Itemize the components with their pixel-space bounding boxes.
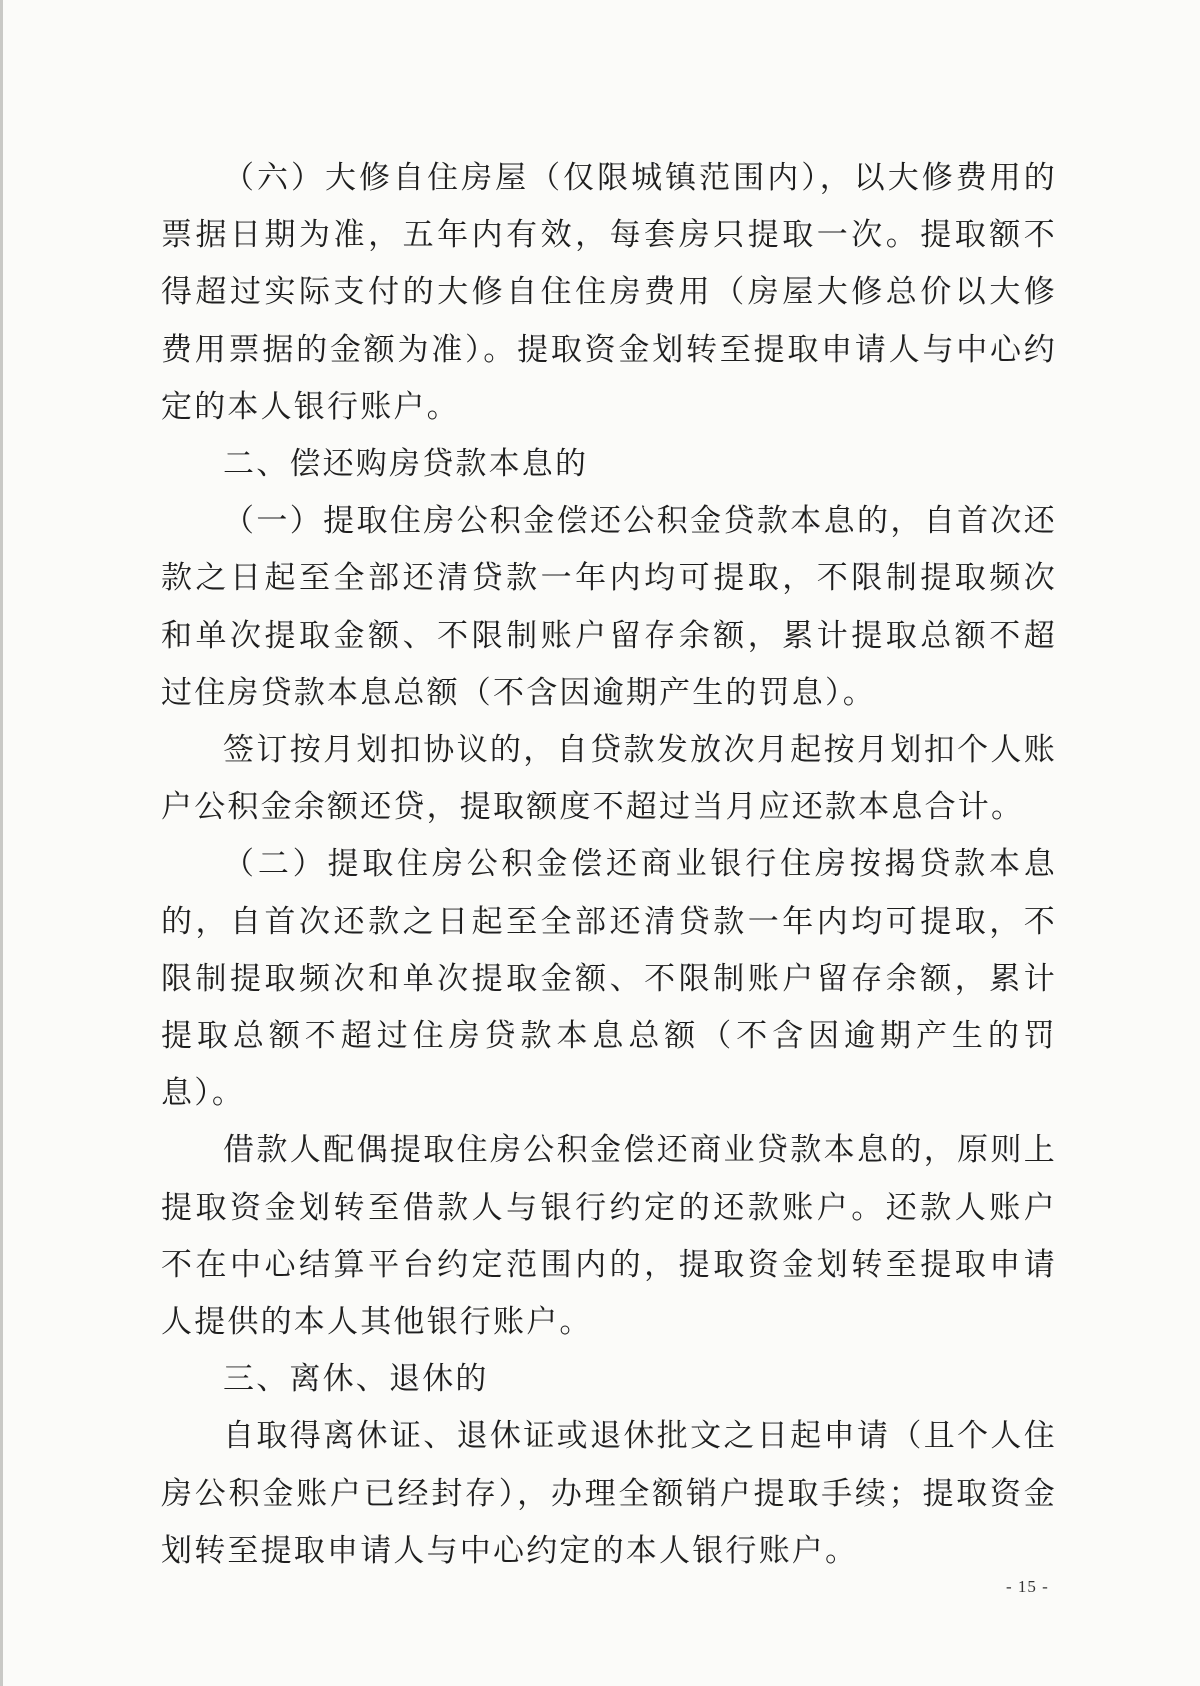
paragraph-commercial-loan: （二）提取住房公积金偿还商业银行住房按揭贷款本息的，自首次还款之日起至全部还清贷款一年内均可提取，不限制提取频次和单次提取金额、不限制账户留存余额，累计提取总额不超过住房贷款本息总额（不含因逾期产生的罚息）。 [161,846,1057,1112]
heading-retirement: 三、离休、退休的 [223,1361,489,1398]
paragraph-major-repair: （六）大修自住房屋（仅限城镇范围内），以大修费用的票据日期为准，五年内有效，每套房只提取一次。提取额不得超过实际支付的大修自住住房费用（房屋大修总价以大修费用票据的金额为准）。提取资金划转至提取申请人与中心约定的本人银行账户。 [161,160,1057,425]
paragraph-retirement: 自取得离休证、退休证或退休批文之日起申请（且个人住房公积金账户已经封存），办理全额销户提取手续；提取资金划转至提取申请人与中心约定的本人银行账户。 [161,1418,1057,1569]
paragraph-spouse-withdrawal: 借款人配偶提取住房公积金偿还商业贷款本息的，原则上提取资金划转至借款人与银行约定的还款账户。还款人账户不在中心结算平台约定范围内的，提取资金划转至提取申请人提供的本人其他银行账户。 [161,1132,1057,1341]
heading-loan-repayment: 二、偿还购房贷款本息的 [223,446,589,483]
paragraph-provident-loan: （一）提取住房公积金偿还公积金贷款本息的，自首次还款之日起至全部还清贷款一年内均可提取，不限制提取频次和单次提取金额、不限制账户留存余额，累计提取总额不超过住房贷款本息总额（不含因逾期产生的罚息）。 [161,503,1057,711]
scan-edge [0,0,3,1686]
page-number: - 15 - [1006,1577,1049,1596]
document-body [161,150,1057,1580]
paragraph-monthly-deduction: 签订按月划扣协议的，自贷款发放次月起按月划扣个人账户公积金余额还贷，提取额度不超过当月应还款本息合计。 [161,732,1057,826]
